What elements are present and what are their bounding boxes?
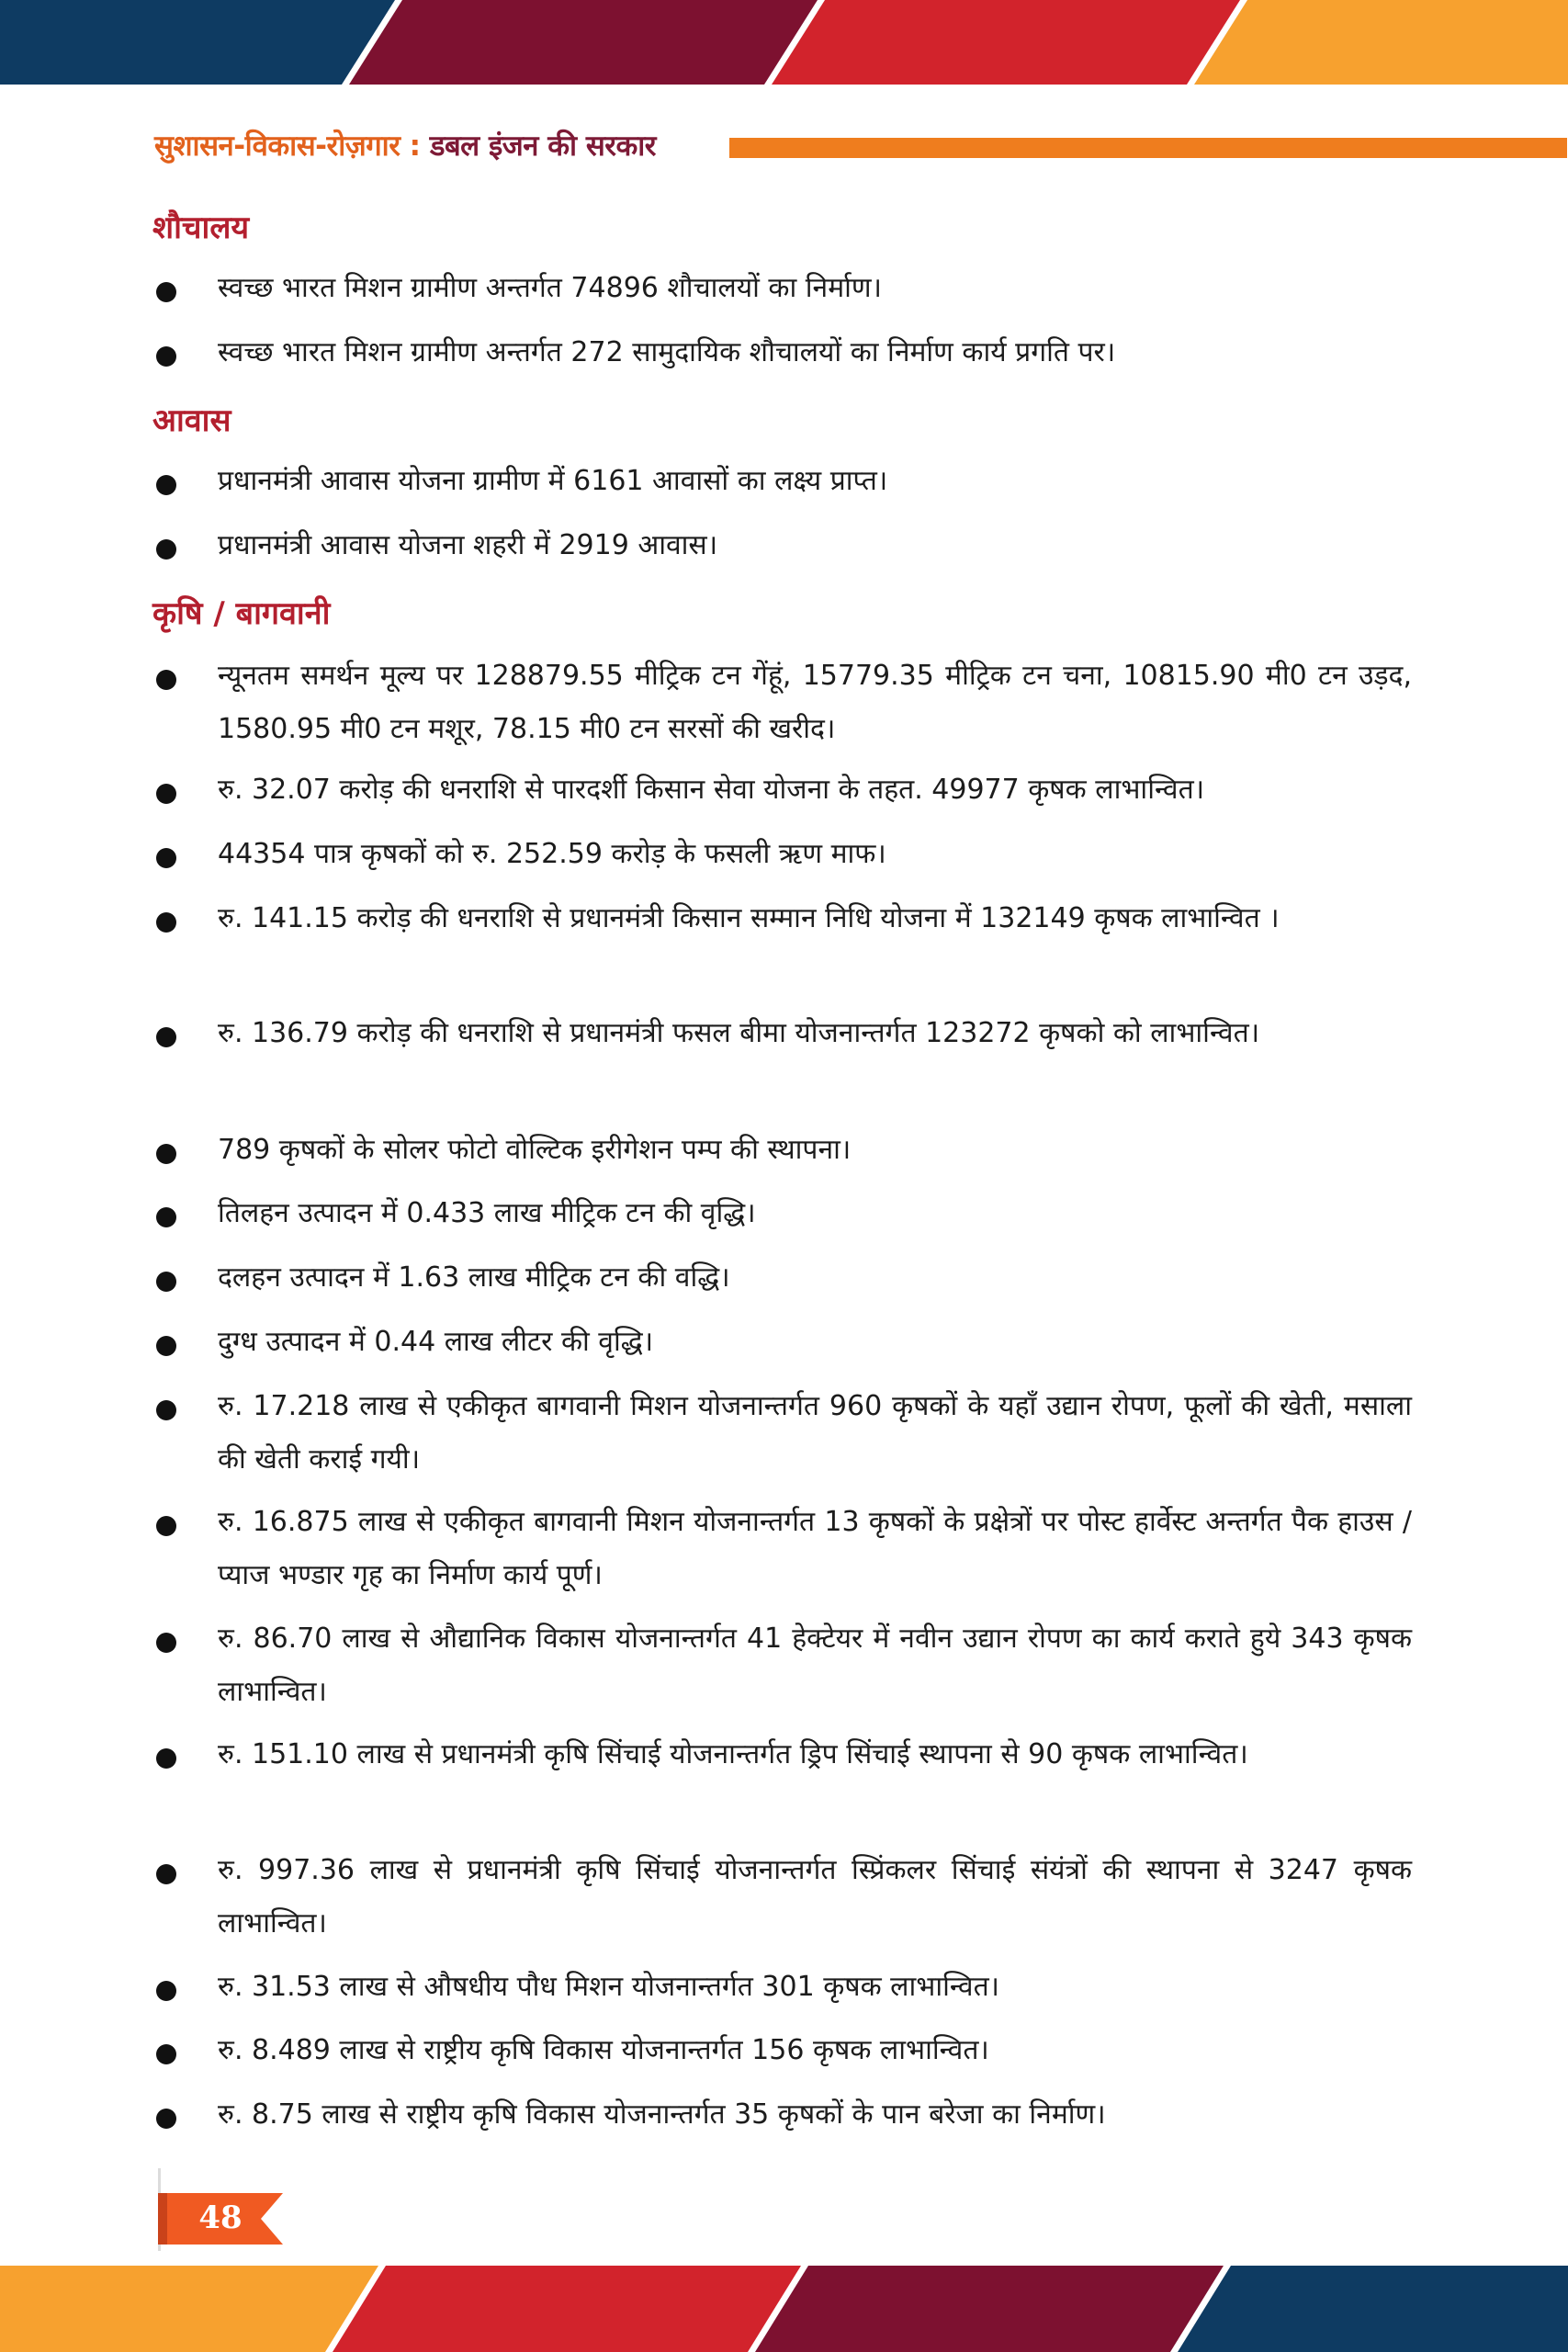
list-item-text: 44354 पात्र कृषकों को रु. 252.59 करोड़ के फसली ऋण माफ। bbox=[218, 838, 886, 870]
bullet-icon bbox=[156, 2044, 176, 2064]
bullet-icon bbox=[156, 2109, 176, 2129]
bottom-color-band bbox=[0, 2266, 1568, 2352]
list-item-text: रु. 8.489 लाख से राष्ट्रीय कृषि विकास योजनान्तर्गत 156 कृषक लाभान्वित। bbox=[218, 2034, 989, 2066]
list-item-text: प्रधानमंत्री आवास योजना ग्रामीण में 6161 आवासों का लक्ष्य प्राप्त। bbox=[218, 465, 888, 497]
top-color-band bbox=[0, 0, 1568, 85]
section-heading-agriculture: कृषि / बागवानी bbox=[152, 595, 331, 632]
list-item-text: प्रधानमंत्री आवास योजना शहरी में 2919 आवास। bbox=[218, 529, 718, 561]
bullet-icon bbox=[156, 346, 176, 367]
header-title-part2: डबल इंजन की सरकार bbox=[429, 130, 656, 163]
page-number: 48 bbox=[198, 2199, 243, 2236]
section-heading-housing: आवास bbox=[152, 402, 231, 439]
section-heading-toilets: शौचालय bbox=[152, 209, 250, 246]
list-item-text: रु. 32.07 करोड़ की धनराशि से पारदर्शी किसान सेवा योजना के तहत. 49977 कृषक लाभान्वित। bbox=[218, 774, 1205, 806]
list-item-text: रु. 151.10 लाख से प्रधानमंत्री कृषि सिंचाई योजनान्तर्गत ड्रिप सिंचाई स्थापना से 90 कृषक लाभान्वित। bbox=[218, 1738, 1248, 1770]
header-title bbox=[154, 125, 656, 167]
bullet-icon bbox=[156, 1144, 176, 1164]
bullet-icon bbox=[156, 475, 176, 495]
bullet-icon bbox=[156, 848, 176, 868]
bullet-icon bbox=[156, 1864, 176, 1884]
list-item-text: रु. 136.79 करोड़ की धनराशि से प्रधानमंत्री फसल बीमा योजनान्तर्गत 123272 कृषको को लाभान्वित। bbox=[218, 1017, 1260, 1049]
bullet-icon bbox=[156, 1027, 176, 1047]
list-item-text: स्वच्छ भारत मिशन ग्रामीण अन्तर्गत 74896 शौचालयों का निर्माण। bbox=[218, 272, 882, 304]
list-item-text: रु. 16.875 लाख से एकीकृत बागवानी मिशन योजनान्तर्गत 13 कृषकों के प्रक्षेत्रों पर पोस्ट हार्वेस्ट अन्तर्गत पैक हाउस / प्याज भण्डार गृह का निर्माण कार्य पूर्ण। bbox=[218, 1506, 1412, 1591]
bullet-icon bbox=[156, 1516, 176, 1536]
bullet-icon bbox=[156, 1400, 176, 1420]
bullet-icon bbox=[156, 670, 176, 690]
bullet-icon bbox=[156, 1633, 176, 1653]
list-item-text: 789 कृषकों के सोलर फोटो वोल्टिक इरीगेशन पम्प की स्थापना। bbox=[218, 1134, 852, 1166]
list-item-text: दुग्ध उत्पादन में 0.44 लाख लीटर की वृद्धि। bbox=[218, 1326, 654, 1358]
bullet-icon bbox=[156, 1272, 176, 1292]
bullet-icon bbox=[156, 539, 176, 560]
list-item-text: दलहन उत्पादन में 1.63 लाख मीट्रिक टन की वद्धि। bbox=[218, 1261, 730, 1294]
header-rule bbox=[729, 138, 1567, 158]
bullet-icon bbox=[156, 1981, 176, 2001]
bullet-icon bbox=[156, 912, 176, 933]
list-item-text: रु. 8.75 लाख से राष्ट्रीय कृषि विकास योजनान्तर्गत 35 कृषकों के पान बरेजा का निर्माण। bbox=[218, 2098, 1106, 2131]
list-item-text: रु. 997.36 लाख से प्रधानमंत्री कृषि सिंचाई योजनान्तर्गत स्प्रिंकलर सिंचाई संयंत्रों की स्थापना से 3247 कृषक लाभान्वित। bbox=[218, 1854, 1412, 1939]
bullet-icon bbox=[156, 784, 176, 804]
list-item-text: तिलहन उत्पादन में 0.433 लाख मीट्रिक टन की वृद्धि। bbox=[218, 1197, 756, 1229]
list-item-text: रु. 86.70 लाख से औद्यानिक विकास योजनान्तर्गत 41 हेक्टेयर में नवीन उद्यान रोपण का कार्य कराते हुये 343 कृषक लाभान्वित। bbox=[218, 1623, 1412, 1708]
bullet-icon bbox=[156, 1748, 176, 1769]
bullet-icon bbox=[156, 282, 176, 302]
header-title-part1: सुशासन-विकास-रोज़गार : bbox=[154, 130, 430, 163]
running-header bbox=[154, 125, 1415, 171]
bullet-icon bbox=[156, 1207, 176, 1227]
list-item-text: रु. 141.15 करोड़ की धनराशि से प्रधानमंत्री किसान सम्मान निधि योजना में 132149 कृषक लाभान्वित । bbox=[218, 902, 1280, 934]
list-item-text: न्यूनतम समर्थन मूल्य पर 128879.55 मीट्रिक टन गेंहूं, 15779.35 मीट्रिक टन चना, 10815.90 मी0 टन उड़द, 1580.95 मी0 टन मशूर, 78.15 मी0 टन सरसों की खरीद। bbox=[218, 660, 1412, 745]
bullet-icon bbox=[156, 1336, 176, 1356]
list-item-text: स्वच्छ भारत मिशन ग्रामीण अन्तर्गत 272 सामुदायिक शौचालयों का निर्माण कार्य प्रगति पर। bbox=[218, 336, 1116, 368]
list-item-text: रु. 17.218 लाख से एकीकृत बागवानी मिशन योजनान्तर्गत 960 कृषकों के यहाँ उद्यान रोपण, फूलों की खेती, मसाला की खेती कराई गयी। bbox=[218, 1390, 1412, 1476]
list-item-text: रु. 31.53 लाख से औषधीय पौध मिशन योजनान्तर्गत 301 कृषक लाभान्वित। bbox=[218, 1971, 1000, 2003]
page-number-tab bbox=[158, 2191, 287, 2246]
